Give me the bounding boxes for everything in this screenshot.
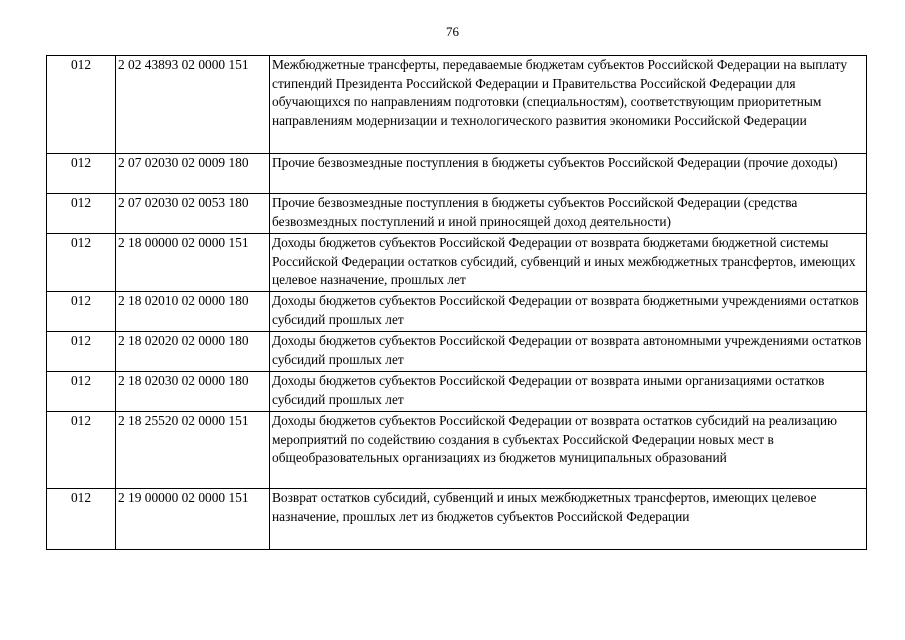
budget-classification-code-cell: 2 18 25520 02 0000 151 (116, 412, 270, 489)
description-cell: Доходы бюджетов субъектов Российской Федерации от возврата иными организациями остатков субсидий прошлых лет (270, 372, 867, 412)
table-row (47, 194, 867, 234)
budget-revenue-table (46, 55, 867, 550)
description-cell: Доходы бюджетов субъектов Российской Федерации от возврата бюджетными учреждениями остатков субсидий прошлых лет (270, 292, 867, 332)
page-number: 76 (446, 24, 459, 39)
admin-code-cell: 012 (47, 489, 116, 550)
table-row (47, 234, 867, 292)
budget-classification-code-cell: 2 18 00000 02 0000 151 (116, 234, 270, 292)
description-cell: Доходы бюджетов субъектов Российской Федерации от возврата автономными учреждениями остатков субсидий прошлых лет (270, 332, 867, 372)
table-row (47, 412, 867, 489)
description-cell: Доходы бюджетов субъектов Российской Федерации от возврата бюджетами бюджетной системы Российской Федерации остатков субсидий, субвенций и иных межбюджетных трансфертов, имеющих целевое назначение, прошлых лет (270, 234, 867, 292)
admin-code-cell: 012 (47, 234, 116, 292)
budget-classification-code-cell: 2 07 02030 02 0009 180 (116, 154, 270, 194)
admin-code-cell: 012 (47, 194, 116, 234)
table-row (47, 489, 867, 550)
table-row (47, 372, 867, 412)
budget-classification-code-cell: 2 18 02030 02 0000 180 (116, 372, 270, 412)
table-row (47, 154, 867, 194)
description-cell: Прочие безвозмездные поступления в бюджеты субъектов Российской Федерации (средства безвозмездных поступлений и иной приносящей доход деятельности) (270, 194, 867, 234)
admin-code-cell: 012 (47, 372, 116, 412)
budget-classification-code-cell: 2 19 00000 02 0000 151 (116, 489, 270, 550)
budget-classification-code-cell: 2 18 02010 02 0000 180 (116, 292, 270, 332)
table-row (47, 56, 867, 154)
table-row (47, 292, 867, 332)
description-cell: Межбюджетные трансферты, передаваемые бюджетам субъектов Российской Федерации на выплату стипендий Президента Российской Федерации и Правительства Российской Федерации для обучающихся по направлениям подготовки (специальностям), соответствующим приоритетным направлениям модернизации и технологического развития экономики Российской Федерации (270, 56, 867, 154)
budget-classification-code-cell: 2 02 43893 02 0000 151 (116, 56, 270, 154)
budget-classification-code-cell: 2 07 02030 02 0053 180 (116, 194, 270, 234)
admin-code-cell: 012 (47, 56, 116, 154)
admin-code-cell: 012 (47, 412, 116, 489)
table-row (47, 332, 867, 372)
description-cell: Возврат остатков субсидий, субвенций и иных межбюджетных трансфертов, имеющих целевое назначение, прошлых лет из бюджетов субъектов Российской Федерации (270, 489, 867, 550)
admin-code-cell: 012 (47, 332, 116, 372)
description-cell: Доходы бюджетов субъектов Российской Федерации от возврата остатков субсидий на реализацию мероприятий по содействию создания в субъектах Российской Федерации новых мест в общеобразовательных организациях из бюджетов муниципальных образований (270, 412, 867, 489)
admin-code-cell: 012 (47, 154, 116, 194)
budget-classification-code-cell: 2 18 02020 02 0000 180 (116, 332, 270, 372)
admin-code-cell: 012 (47, 292, 116, 332)
description-cell: Прочие безвозмездные поступления в бюджеты субъектов Российской Федерации (прочие доходы) (270, 154, 867, 194)
